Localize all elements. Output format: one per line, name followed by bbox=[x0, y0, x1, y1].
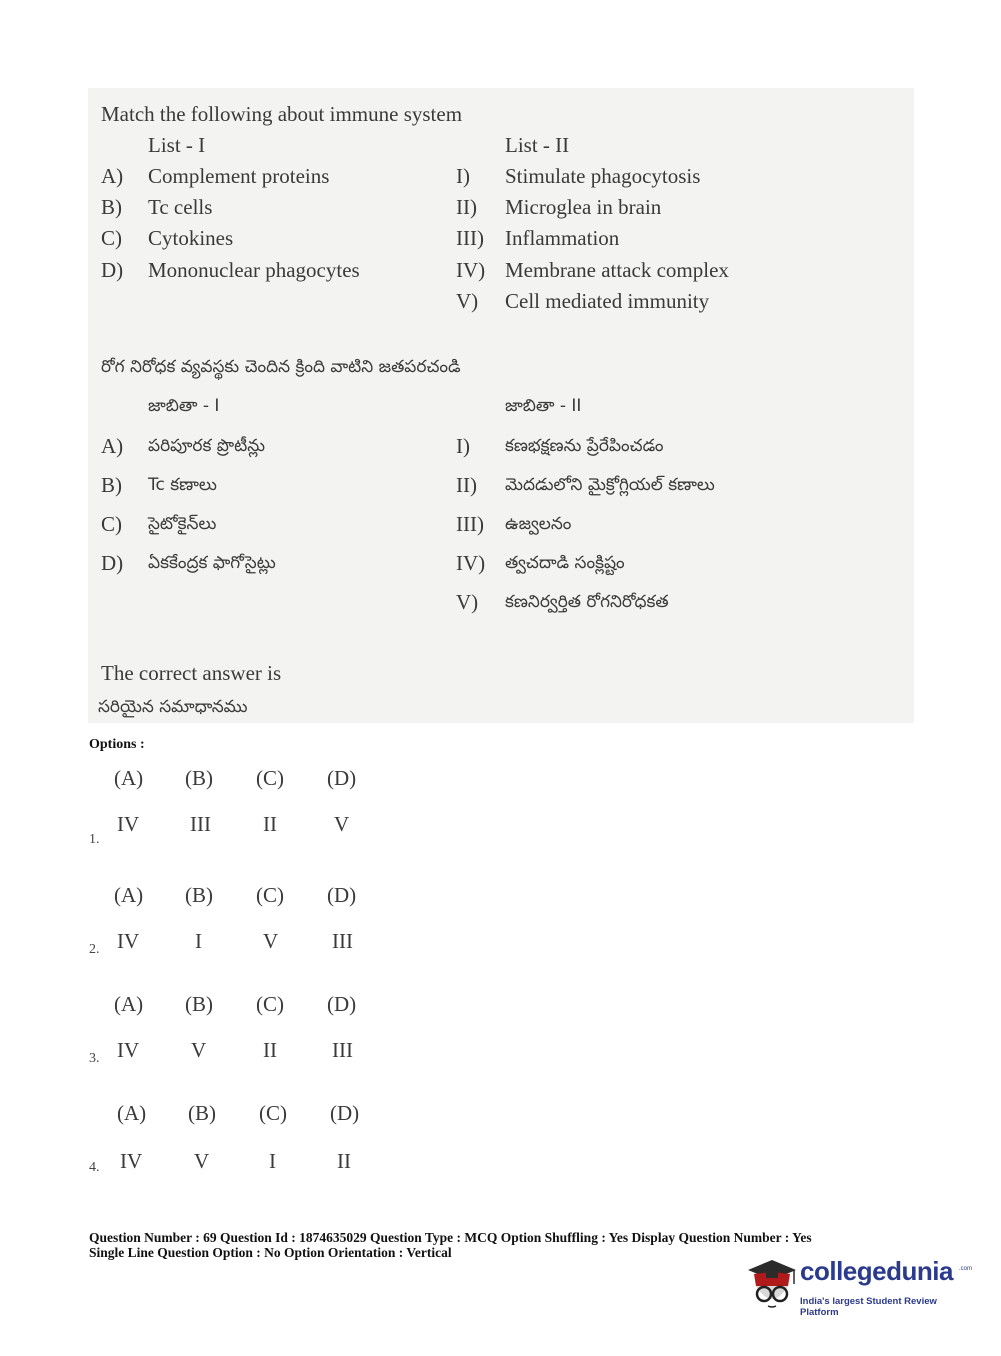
brand-name: collegedunia bbox=[800, 1256, 953, 1286]
option-value: I bbox=[195, 929, 202, 953]
option-col-header: (C) bbox=[259, 1101, 287, 1125]
options-label: Options : bbox=[89, 737, 145, 752]
list2-item-te: ఉజ్వలనం bbox=[505, 514, 572, 534]
option-col-header: (C) bbox=[256, 992, 284, 1016]
list1-item: Mononuclear phagocytes bbox=[148, 258, 360, 282]
option-value: V bbox=[194, 1149, 210, 1173]
option-col-header: (A) bbox=[117, 1101, 147, 1125]
list1-item: Cytokines bbox=[148, 226, 234, 250]
option-col-header: (B) bbox=[185, 992, 213, 1016]
list2-item-te: కణనిర్వర్తిత రోగనిరోధకత bbox=[505, 592, 669, 612]
option-value: V bbox=[263, 929, 279, 953]
list1-key: A) bbox=[101, 164, 124, 188]
list2-item-te: మెదడులోని మైక్రోగ్లియల్ కణాలు bbox=[505, 475, 715, 495]
option-number: 4. bbox=[89, 1160, 100, 1175]
list1-header-en: List - I bbox=[148, 133, 206, 157]
option-number: 1. bbox=[89, 832, 100, 847]
answer-prompt-te: సరియైన సమాధానము bbox=[98, 697, 248, 717]
list1-key: B) bbox=[101, 195, 122, 219]
list1-item: Complement proteins bbox=[148, 164, 330, 188]
option-col-header: (D) bbox=[327, 883, 357, 907]
list1-key-te: C) bbox=[101, 512, 122, 536]
option-value: IV bbox=[120, 1149, 143, 1173]
list2-item-te: కణభక్షణను ప్రేరేపించడం bbox=[505, 436, 664, 456]
list1-key: D) bbox=[101, 258, 124, 282]
list2-header-en: List - II bbox=[505, 133, 570, 157]
question-meta-line2: Single Line Question Option : No Option Orientation : Vertical bbox=[89, 1245, 452, 1260]
option-value: IV bbox=[117, 929, 140, 953]
option-col-header: (A) bbox=[114, 766, 144, 790]
option-value: III bbox=[332, 929, 353, 953]
list1-item: Tc cells bbox=[148, 195, 213, 219]
list2-key: I) bbox=[456, 164, 470, 188]
option-col-header: (A) bbox=[114, 992, 144, 1016]
option-value: I bbox=[269, 1149, 276, 1173]
list1-key-te: A) bbox=[101, 434, 124, 458]
option-col-header: (B) bbox=[188, 1101, 216, 1125]
option-col-header: (C) bbox=[256, 883, 284, 907]
option-col-header: (B) bbox=[185, 766, 213, 790]
list2-key-te: II) bbox=[456, 473, 477, 497]
list1-item-te: ఏకకేంద్రక ఫాగోసైట్లు bbox=[148, 553, 276, 573]
option-value: III bbox=[190, 812, 211, 836]
option-value: II bbox=[337, 1149, 351, 1173]
list2-item-te: త్వచదాడి సంక్లిష్టం bbox=[505, 553, 625, 573]
option-value: IV bbox=[117, 812, 140, 836]
question-text-en: Match the following about immune system bbox=[101, 102, 463, 126]
option-col-header: (C) bbox=[256, 766, 284, 790]
list2-key: V) bbox=[456, 289, 479, 313]
list2-key: III) bbox=[456, 226, 484, 250]
option-number: 2. bbox=[89, 942, 100, 957]
option-value: V bbox=[191, 1038, 207, 1062]
list1-header-te: జాబితా - I bbox=[148, 396, 220, 416]
list2-key-te: V) bbox=[456, 590, 479, 614]
option-value: II bbox=[263, 812, 277, 836]
brand-tagline: India's largest Student Review Platform bbox=[800, 1296, 937, 1318]
list1-item-te: పరిపూరక ప్రొటీన్లు bbox=[148, 436, 266, 456]
list1-item-te: Tc కణాలు bbox=[148, 475, 217, 495]
list2-item: Cell mediated immunity bbox=[505, 289, 710, 313]
collegedunia-logo bbox=[742, 1250, 972, 1320]
list2-key-te: I) bbox=[456, 434, 470, 458]
option-value: III bbox=[332, 1038, 353, 1062]
list2-item: Membrane attack complex bbox=[505, 258, 729, 282]
list2-header-te: జాబితా - II bbox=[505, 396, 582, 416]
list1-key-te: B) bbox=[101, 473, 122, 497]
student-mascot-icon bbox=[742, 1250, 800, 1316]
list2-key-te: III) bbox=[456, 512, 484, 536]
list2-item: Inflammation bbox=[505, 226, 620, 250]
question-text-te: రోగ నిరోధక వ్యవస్థకు చెందిన క్రింది వాటిని జతపరచండి bbox=[101, 357, 461, 377]
list2-key: IV) bbox=[456, 258, 486, 282]
brand-com: .com bbox=[959, 1266, 973, 1272]
answer-prompt-en: The correct answer is bbox=[101, 661, 282, 685]
option-col-header: (B) bbox=[185, 883, 213, 907]
list1-item-te: సైటోకైన్‌లు bbox=[148, 514, 217, 534]
option-value: V bbox=[334, 812, 350, 836]
option-col-header: (D) bbox=[327, 766, 357, 790]
option-value: II bbox=[263, 1038, 277, 1062]
option-col-header: (D) bbox=[327, 992, 357, 1016]
list2-key: II) bbox=[456, 195, 477, 219]
list2-item: Stimulate phagocytosis bbox=[505, 164, 701, 188]
list2-item: Microglea in brain bbox=[505, 195, 662, 219]
list1-key-te: D) bbox=[101, 551, 124, 575]
option-col-header: (A) bbox=[114, 883, 144, 907]
option-value: IV bbox=[117, 1038, 140, 1062]
list1-key: C) bbox=[101, 226, 122, 250]
question-meta-line1: Question Number : 69 Question Id : 1874635029 Question Type : MCQ Option Shuffling : Yes Display Question Number : Yes bbox=[89, 1230, 812, 1245]
option-number: 3. bbox=[89, 1051, 100, 1066]
list2-key-te: IV) bbox=[456, 551, 486, 575]
option-col-header: (D) bbox=[330, 1101, 360, 1125]
